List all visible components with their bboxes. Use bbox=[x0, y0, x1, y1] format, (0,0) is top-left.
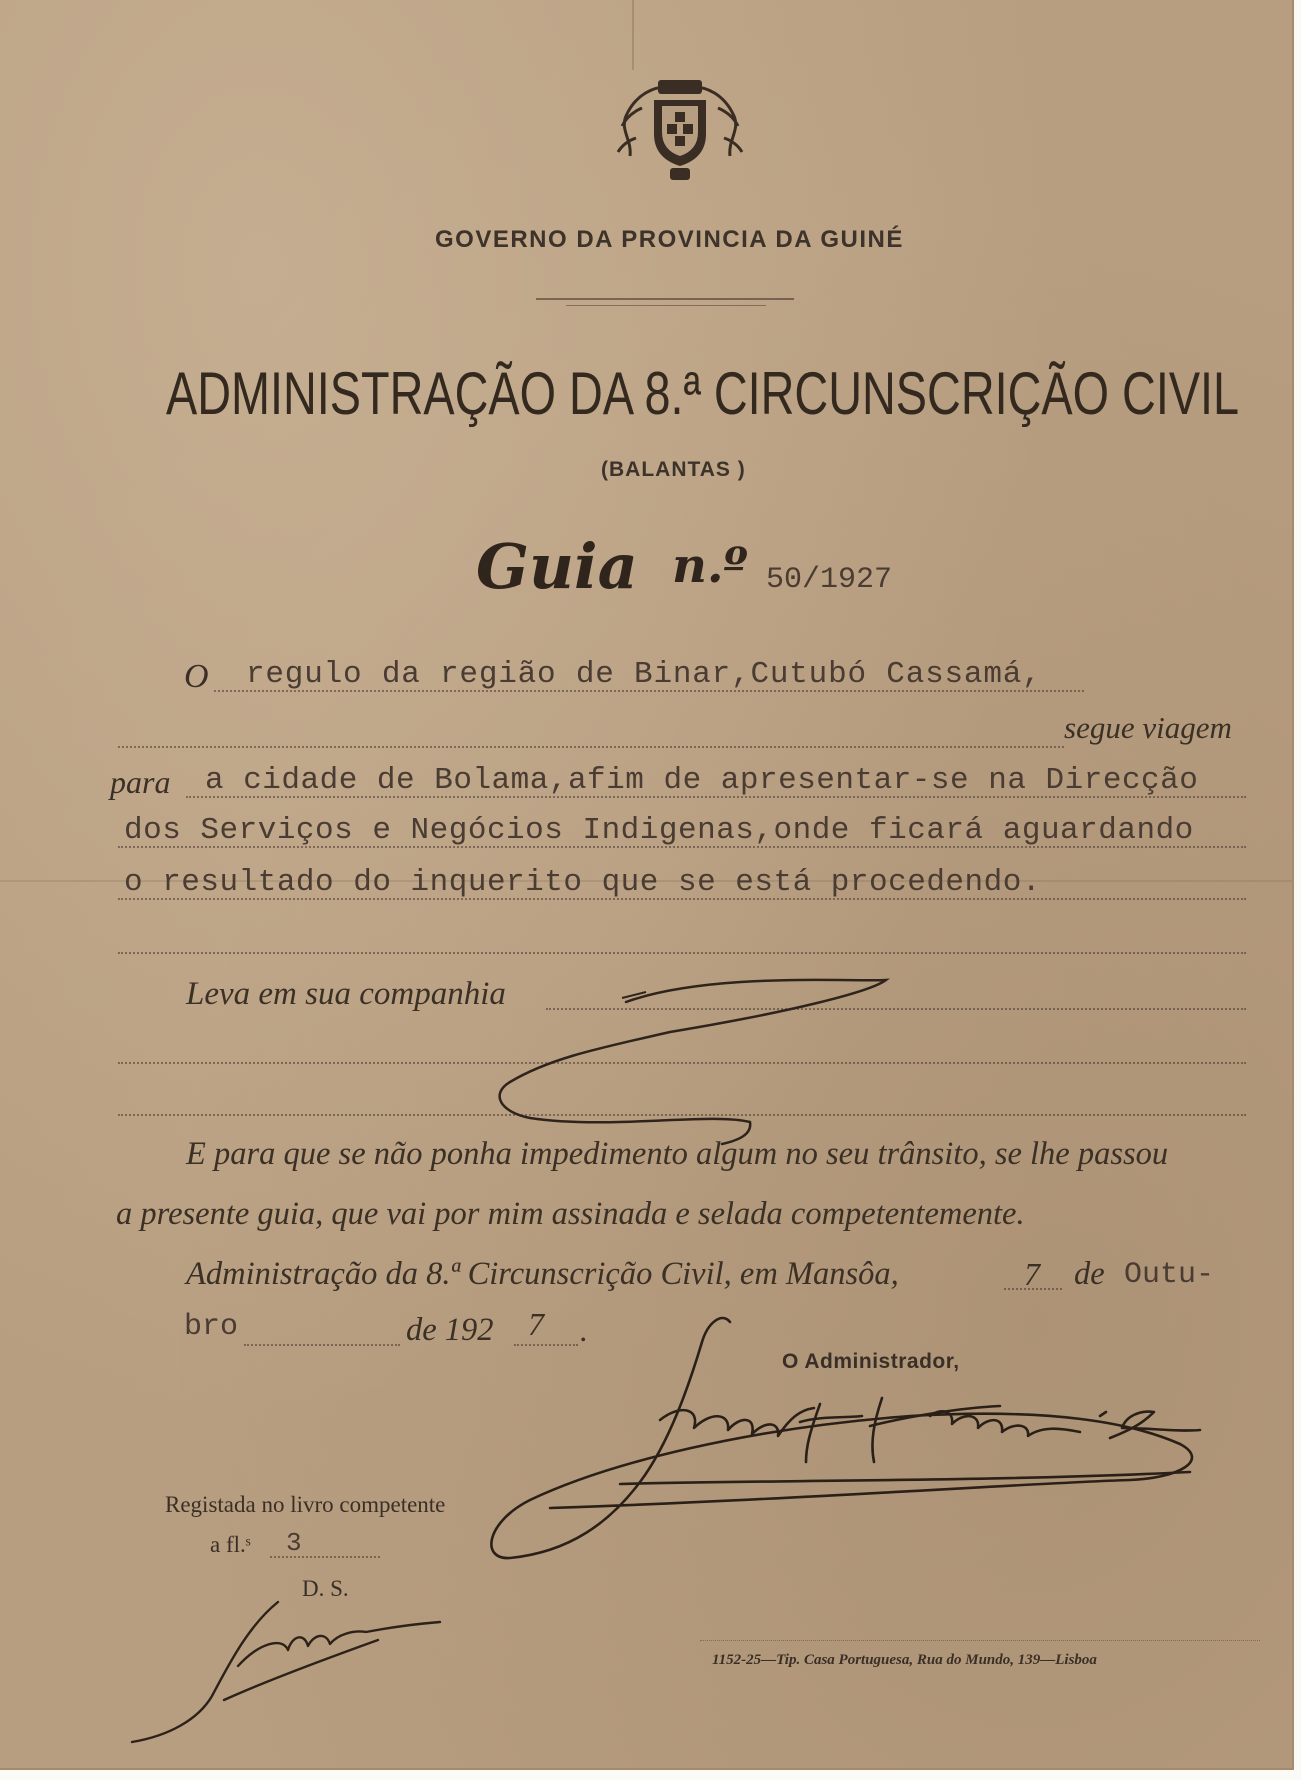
printer-rule bbox=[700, 1640, 1260, 1641]
header-rule-thin bbox=[566, 305, 766, 306]
guia-title: Guia bbox=[476, 530, 638, 603]
guia-number: 50/1927 bbox=[766, 563, 893, 597]
cancellation-flourish bbox=[490, 962, 910, 1162]
companhia-label: Leva em sua companhia bbox=[186, 976, 506, 1012]
header-rule bbox=[536, 298, 794, 300]
date-day: 7 bbox=[1024, 1256, 1040, 1292]
administrator-signature bbox=[490, 1312, 1250, 1572]
para-label: para bbox=[110, 764, 171, 800]
line5-typed: o resultado do inquerito que se está procedendo. bbox=[124, 865, 1041, 900]
administration-heading: ADMINISTRAÇÃO DA 8.ª CIRCUNSCRIÇÃO CIVIL bbox=[166, 360, 1240, 427]
date-period: . bbox=[580, 1312, 588, 1348]
month-dots bbox=[244, 1344, 400, 1346]
closing-line-2: a presente guia, que vai por mim assinada e selada competentemente. bbox=[116, 1196, 1025, 1232]
line1-prefix: O bbox=[184, 658, 209, 695]
fls-number: 3 bbox=[286, 1528, 303, 1558]
blank-line-dots bbox=[118, 952, 1246, 954]
date-de-1: de bbox=[1074, 1256, 1105, 1292]
date-month-part2: bro bbox=[184, 1310, 239, 1344]
line1-typed: regulo da região de Binar,Cutubó Cassamá, bbox=[246, 657, 1042, 692]
coat-of-arms-icon bbox=[612, 78, 748, 184]
date-year-digit: 7 bbox=[528, 1306, 544, 1342]
registrar-signature bbox=[128, 1596, 448, 1746]
fold-crease-vertical bbox=[632, 0, 634, 70]
printer-imprint: 1152-25—Tip. Casa Portuguesa, Rua do Mundo, 139—Lisboa bbox=[712, 1652, 1097, 1668]
place-line: Administração da 8.ª Circunscrição Civil, em Mansôa, bbox=[186, 1256, 899, 1292]
line4-typed: dos Serviços e Negócios Indigenas,onde ficará aguardando bbox=[124, 813, 1194, 848]
administrador-label: O Administrador, bbox=[782, 1350, 960, 1373]
closing-line-1: E para que se não ponha impedimento algum no seu trânsito, se lhe passou bbox=[186, 1136, 1169, 1172]
line3-typed: a cidade de Bolama,afim de apresentar-se na Direcção bbox=[205, 763, 1199, 798]
ds-label: D. S. bbox=[302, 1576, 349, 1601]
date-de-2: de 192 bbox=[406, 1312, 494, 1348]
region-subheading: (BALANTAS ) bbox=[601, 458, 746, 481]
segue-viagem: segue viagem bbox=[1064, 710, 1232, 745]
date-month-part1: Outu- bbox=[1124, 1258, 1215, 1292]
government-heading: GOVERNO DA PROVINCIA DA GUINÉ bbox=[435, 226, 904, 253]
afls-label: a fl.ˢ bbox=[210, 1532, 251, 1557]
line2-dots bbox=[118, 746, 1064, 748]
registada-label: Registada no livro competente bbox=[165, 1492, 446, 1517]
guia-number-label: n.º bbox=[672, 538, 748, 594]
